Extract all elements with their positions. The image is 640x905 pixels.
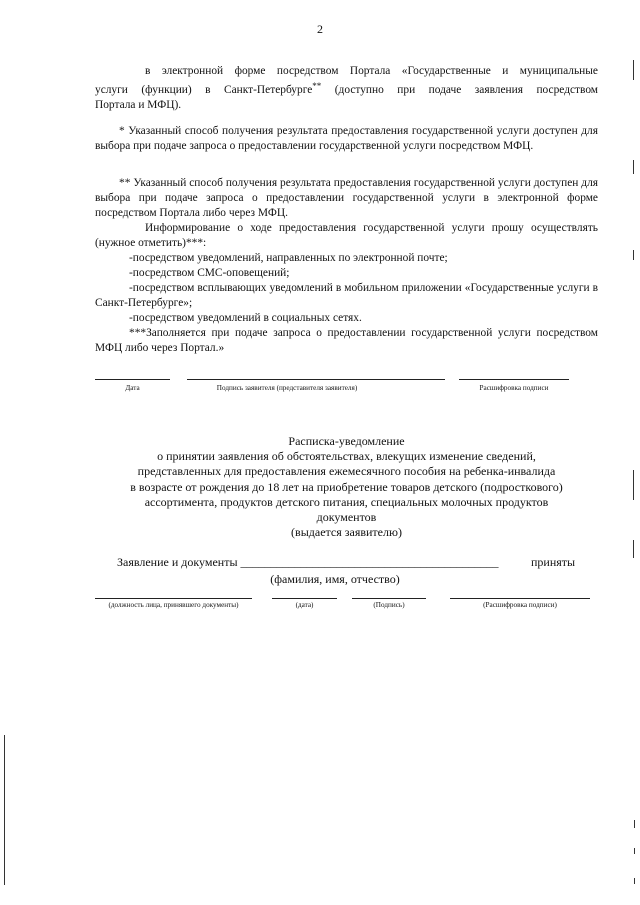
fio-caption: (фамилия, имя, отчество) [270, 572, 400, 586]
acceptance-prefix: Заявление и документы ___________________________________________ [117, 555, 499, 569]
scan-edge-mark [634, 820, 635, 828]
date-line [95, 379, 170, 380]
signature-line [187, 379, 445, 380]
footnote-1: * Указанный способ получения результата предоставления государственной услуги доступен для выбора при подаче запроса о предоставлении государственной услуги посредством МФЦ. [95, 125, 598, 152]
signature-caption-2: (Подпись) [373, 601, 405, 609]
text-run: (доступно при подаче заявления посредством [321, 84, 599, 96]
footnote-mark: ** [312, 81, 322, 91]
signature-line-2 [352, 598, 426, 599]
option-sms: -посредством СМС-оповещений; [129, 267, 290, 279]
paragraph-line: в электронной форме посредством Портала «Государственные и муниципальные [145, 65, 598, 77]
receipt-title: Расписка-уведомление [288, 434, 405, 448]
footnote-2: ** Указанный способ получения результата предоставления государственной услуги доступен для выбора при подаче запроса о предоставлении государственной услуги в электронной форме посредством Портала либо через МФЦ. [95, 177, 598, 219]
decoding-caption-2: (Расшифровка подписи) [483, 601, 557, 609]
paragraph-line [95, 79, 598, 98]
signature-caption: Подпись заявителя (представителя заявителя) [216, 384, 358, 392]
scan-edge-mark [634, 848, 635, 854]
footnote-3: ***Заполняется при подаче запроса о предоставлении государственной услуги посредством МФЦ либо через Портал.» [95, 327, 598, 354]
decoding-line-2 [450, 598, 590, 599]
paragraph-line: Портала и МФЦ). [95, 99, 182, 111]
scan-edge-mark [4, 735, 5, 885]
scan-edge-mark [633, 540, 634, 558]
scan-edge-mark [633, 250, 634, 260]
scan-edge-mark [633, 470, 634, 500]
date-caption-2: (дата) [295, 601, 314, 609]
text-run: услуги (функции) в Санкт-Петербурге [95, 84, 313, 96]
option-social: -посредством уведомлений в социальных сетях. [129, 312, 362, 324]
date-caption: Дата [125, 384, 140, 392]
receipt-line: о принятии заявления об обстоятельствах, влекущих изменение сведений, [157, 449, 536, 464]
inform-paragraph: Информирование о ходе предоставления государственной услуги прошу осуществлять (нужное отметить)***: [95, 222, 598, 249]
position-caption: (должность лица, принявшего документы) [108, 601, 239, 609]
receipt-note: (выдается заявителю) [291, 525, 402, 540]
position-line [95, 598, 252, 599]
receipt-line: представленных для предоставления ежемесячного пособия на ребенка-инвалида [137, 464, 556, 479]
scan-edge-mark [633, 60, 634, 80]
receipt-line: в возрасте от рождения до 18 лет на приобретение товаров детского (подросткового) [130, 479, 563, 494]
receipt-block [95, 434, 598, 540]
option-mobile-app: -посредством всплывающих уведомлений в мобильном приложении «Государственные услуги в Санкт-Петербурге»; [95, 282, 598, 309]
page-number: 2 [317, 22, 323, 36]
decoding-caption: Расшифровка подписи [479, 384, 549, 392]
decoding-line [459, 379, 569, 380]
scan-edge-mark [633, 160, 634, 174]
acceptance-suffix: приняты [531, 555, 576, 569]
scan-edge-mark [634, 878, 635, 884]
receipt-line: документов [316, 510, 377, 525]
body-text [95, 64, 598, 356]
receipt-line: ассортимента, продуктов детского питания, специальных молочных продуктов [144, 494, 549, 509]
option-email: -посредством уведомлений, направленных по электронной почте; [129, 252, 448, 264]
date-line-2 [272, 598, 337, 599]
